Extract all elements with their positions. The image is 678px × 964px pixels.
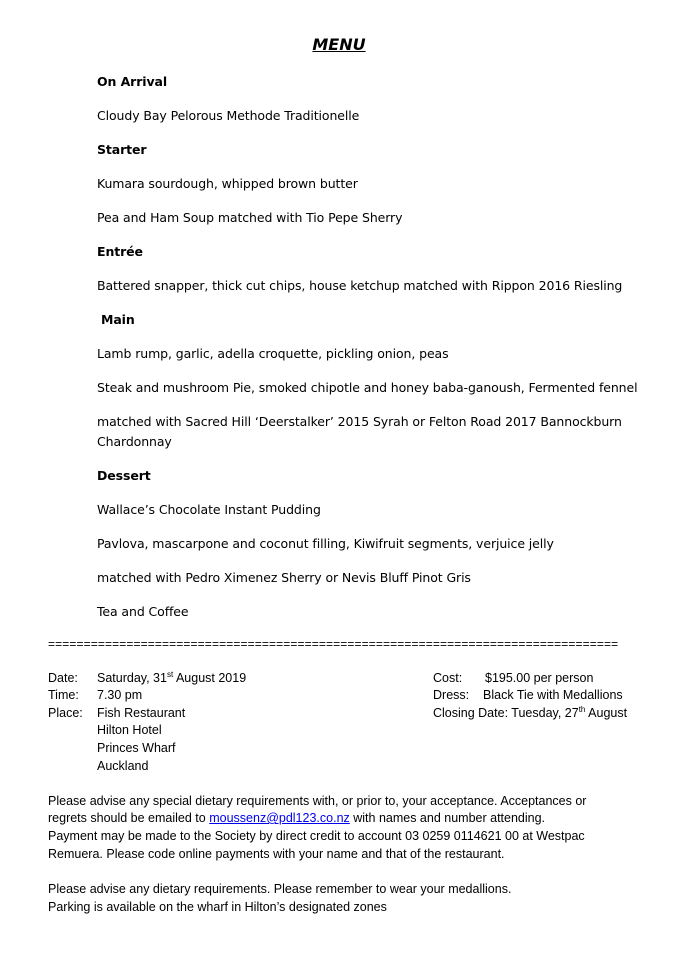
menu-item: Steak and mushroom Pie, smoked chipotle and honey baba-ganoush, Fermented fennel [97, 380, 638, 395]
note-line: Remuera. Please code online payments with your name and that of the restaurant. [48, 847, 505, 861]
on-arrival-heading: On Arrival [97, 74, 168, 89]
starter-heading: Starter [97, 142, 147, 157]
note-line: Parking is available on the wharf in Hilton’s designated zones [48, 900, 387, 914]
menu-item: Chardonnay [97, 434, 172, 449]
date-label: Date: [48, 671, 78, 685]
note-line: Please advise any dietary requirements. Please remember to wear your medallions. [48, 882, 512, 896]
email-link[interactable]: moussenz@pdl123.co.nz [209, 811, 350, 825]
date-value: Saturday, 31st August 2019 [97, 670, 247, 685]
menu-item: matched with Sacred Hill ‘Deerstalker’ 2015 Syrah or Felton Road 2017 Bannockburn [97, 414, 622, 429]
time-label: Time: [48, 688, 79, 702]
place-line: Hilton Hotel [97, 723, 162, 737]
menu-item: Lamb rump, garlic, adella croquette, pickling onion, peas [97, 346, 449, 361]
separator-line: ================================================================================ [48, 637, 619, 651]
menu-item: Cloudy Bay Pelorous Methode Traditionelle [97, 108, 360, 123]
dress-value: Black Tie with Medallions [483, 688, 623, 702]
menu-item: Battered snapper, thick cut chips, house ketchup matched with Rippon 2016 Riesling [97, 278, 623, 293]
time-value: 7.30 pm [97, 688, 143, 702]
main-heading: Main [101, 312, 135, 327]
menu-item: Kumara sourdough, whipped brown butter [97, 176, 358, 191]
menu-item: Pea and Ham Soup matched with Tio Pepe Sherry [97, 210, 403, 225]
entree-heading: Entrée [97, 244, 143, 259]
dress-label: Dress: [433, 688, 470, 702]
closing-date: Closing Date: Tuesday, 27th August [433, 705, 628, 720]
cost-label: Cost: [433, 671, 463, 685]
menu-item: Pavlova, mascarpone and coconut filling, Kiwifruit segments, verjuice jelly [97, 536, 554, 551]
note-line: Please advise any special dietary requirements with, or prior to, your acceptance. Acceptances or [48, 794, 587, 808]
menu-item: Wallace’s Chocolate Instant Pudding [97, 502, 321, 517]
place-label: Place: [48, 706, 83, 720]
menu-item: matched with Pedro Ximenez Sherry or Nevis Bluff Pinot Gris [97, 570, 471, 585]
cost-value: $195.00 per person [485, 671, 594, 685]
place-line: Princes Wharf [97, 741, 176, 755]
note-line: regrets should be emailed to moussenz@pdl123.co.nz with names and number attending. [48, 811, 546, 825]
dessert-heading: Dessert [97, 468, 151, 483]
menu-item: Tea and Coffee [97, 604, 189, 619]
page-title: MENU [312, 35, 366, 54]
note-line: Payment may be made to the Society by direct credit to account 03 0259 0114621 00 at Westpac [48, 829, 585, 843]
place-line: Fish Restaurant [97, 706, 186, 720]
place-line: Auckland [97, 759, 149, 773]
